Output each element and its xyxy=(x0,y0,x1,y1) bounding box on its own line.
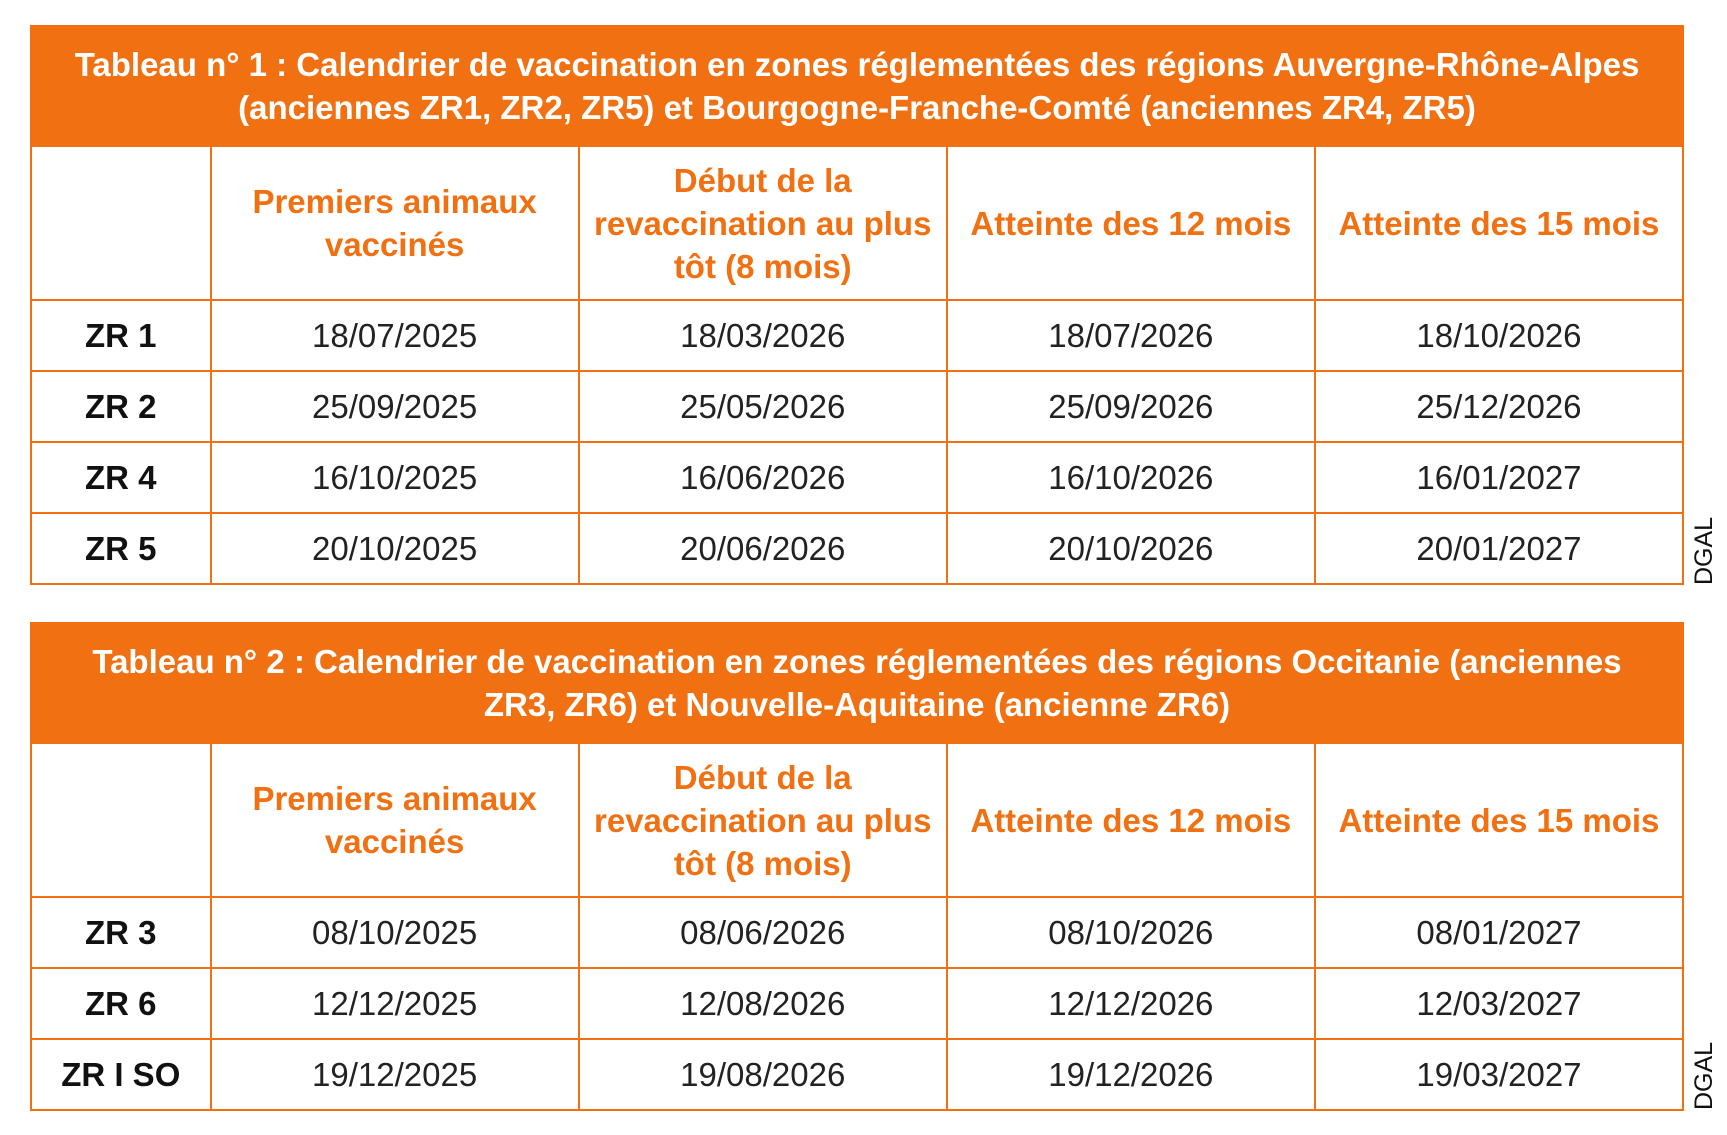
date-cell: 25/12/2026 xyxy=(1314,372,1682,441)
header-cell-empty xyxy=(32,744,210,896)
date-cell: 16/01/2027 xyxy=(1314,443,1682,512)
date-cell: 16/06/2026 xyxy=(578,443,946,512)
date-cell: 19/03/2027 xyxy=(1314,1040,1682,1109)
zone-label: ZR 1 xyxy=(85,316,157,354)
date-cell: 25/05/2026 xyxy=(578,372,946,441)
header-cell-15-months: Atteinte des 15 mois xyxy=(1314,147,1682,299)
zone-label: ZR 3 xyxy=(85,913,157,951)
zone-label: ZR I SO xyxy=(61,1055,181,1093)
date-cell: 12/12/2026 xyxy=(946,969,1314,1038)
header-cell-revaccination-start: Début de la revaccination au plus tôt (8 mois) xyxy=(578,744,946,896)
header-cell-15-months: Atteinte des 15 mois xyxy=(1314,744,1682,896)
header-cell-first-vaccinated: Premiers animaux vaccinés xyxy=(210,744,578,896)
vaccination-table-2 xyxy=(30,622,1684,1111)
date-cell: 20/10/2025 xyxy=(210,514,578,583)
zone-label: ZR 2 xyxy=(85,387,157,425)
date-cell: 12/12/2025 xyxy=(210,969,578,1038)
header-cell-12-months: Atteinte des 12 mois xyxy=(946,147,1314,299)
date-cell: 19/12/2025 xyxy=(210,1040,578,1109)
date-cell: 18/03/2026 xyxy=(578,301,946,370)
photo-credit: DGAL xyxy=(1690,516,1718,585)
date-cell: 08/10/2025 xyxy=(210,898,578,967)
date-cell: 08/06/2026 xyxy=(578,898,946,967)
date-cell: 12/03/2027 xyxy=(1314,969,1682,1038)
photo-credit: DGAL xyxy=(1690,1041,1718,1110)
date-cell: 19/08/2026 xyxy=(578,1040,946,1109)
table-title: Tableau n° 2 : Calendrier de vaccination en zones réglementées des régions Occitanie (anciennes ZR3, ZR6) et Nouvelle-Aquitaine (ancienne ZR6) xyxy=(32,624,1682,742)
zone-label: ZR 4 xyxy=(85,458,157,496)
date-cell: 18/10/2026 xyxy=(1314,301,1682,370)
table-row xyxy=(32,1038,1682,1109)
table-row xyxy=(32,512,1682,583)
date-cell: 20/10/2026 xyxy=(946,514,1314,583)
date-cell: 18/07/2025 xyxy=(210,301,578,370)
date-cell: 20/06/2026 xyxy=(578,514,946,583)
date-cell: 08/01/2027 xyxy=(1314,898,1682,967)
zone-label: ZR 6 xyxy=(85,984,157,1022)
date-cell: 25/09/2025 xyxy=(210,372,578,441)
vaccination-table-1 xyxy=(30,25,1684,585)
header-cell-empty xyxy=(32,147,210,299)
date-cell: 16/10/2025 xyxy=(210,443,578,512)
table-row xyxy=(32,370,1682,441)
date-cell: 25/09/2026 xyxy=(946,372,1314,441)
table-row xyxy=(32,441,1682,512)
header-row xyxy=(32,742,1682,896)
date-cell: 12/08/2026 xyxy=(578,969,946,1038)
date-cell: 08/10/2026 xyxy=(946,898,1314,967)
header-cell-revaccination-start: Début de la revaccination au plus tôt (8 mois) xyxy=(578,147,946,299)
header-row xyxy=(32,145,1682,299)
header-cell-12-months: Atteinte des 12 mois xyxy=(946,744,1314,896)
date-cell: 18/07/2026 xyxy=(946,301,1314,370)
date-cell: 19/12/2026 xyxy=(946,1040,1314,1109)
table-row xyxy=(32,967,1682,1038)
date-cell: 16/10/2026 xyxy=(946,443,1314,512)
header-cell-first-vaccinated: Premiers animaux vaccinés xyxy=(210,147,578,299)
table-title: Tableau n° 1 : Calendrier de vaccination en zones réglementées des régions Auvergne-Rhône-Alpes (anciennes ZR1, ZR2, ZR5) et Bourgogne-Franche-Comté (anciennes ZR4, ZR5) xyxy=(32,27,1682,145)
zone-label: ZR 5 xyxy=(85,529,157,567)
date-cell: 20/01/2027 xyxy=(1314,514,1682,583)
table-row xyxy=(32,299,1682,370)
table-row xyxy=(32,896,1682,967)
